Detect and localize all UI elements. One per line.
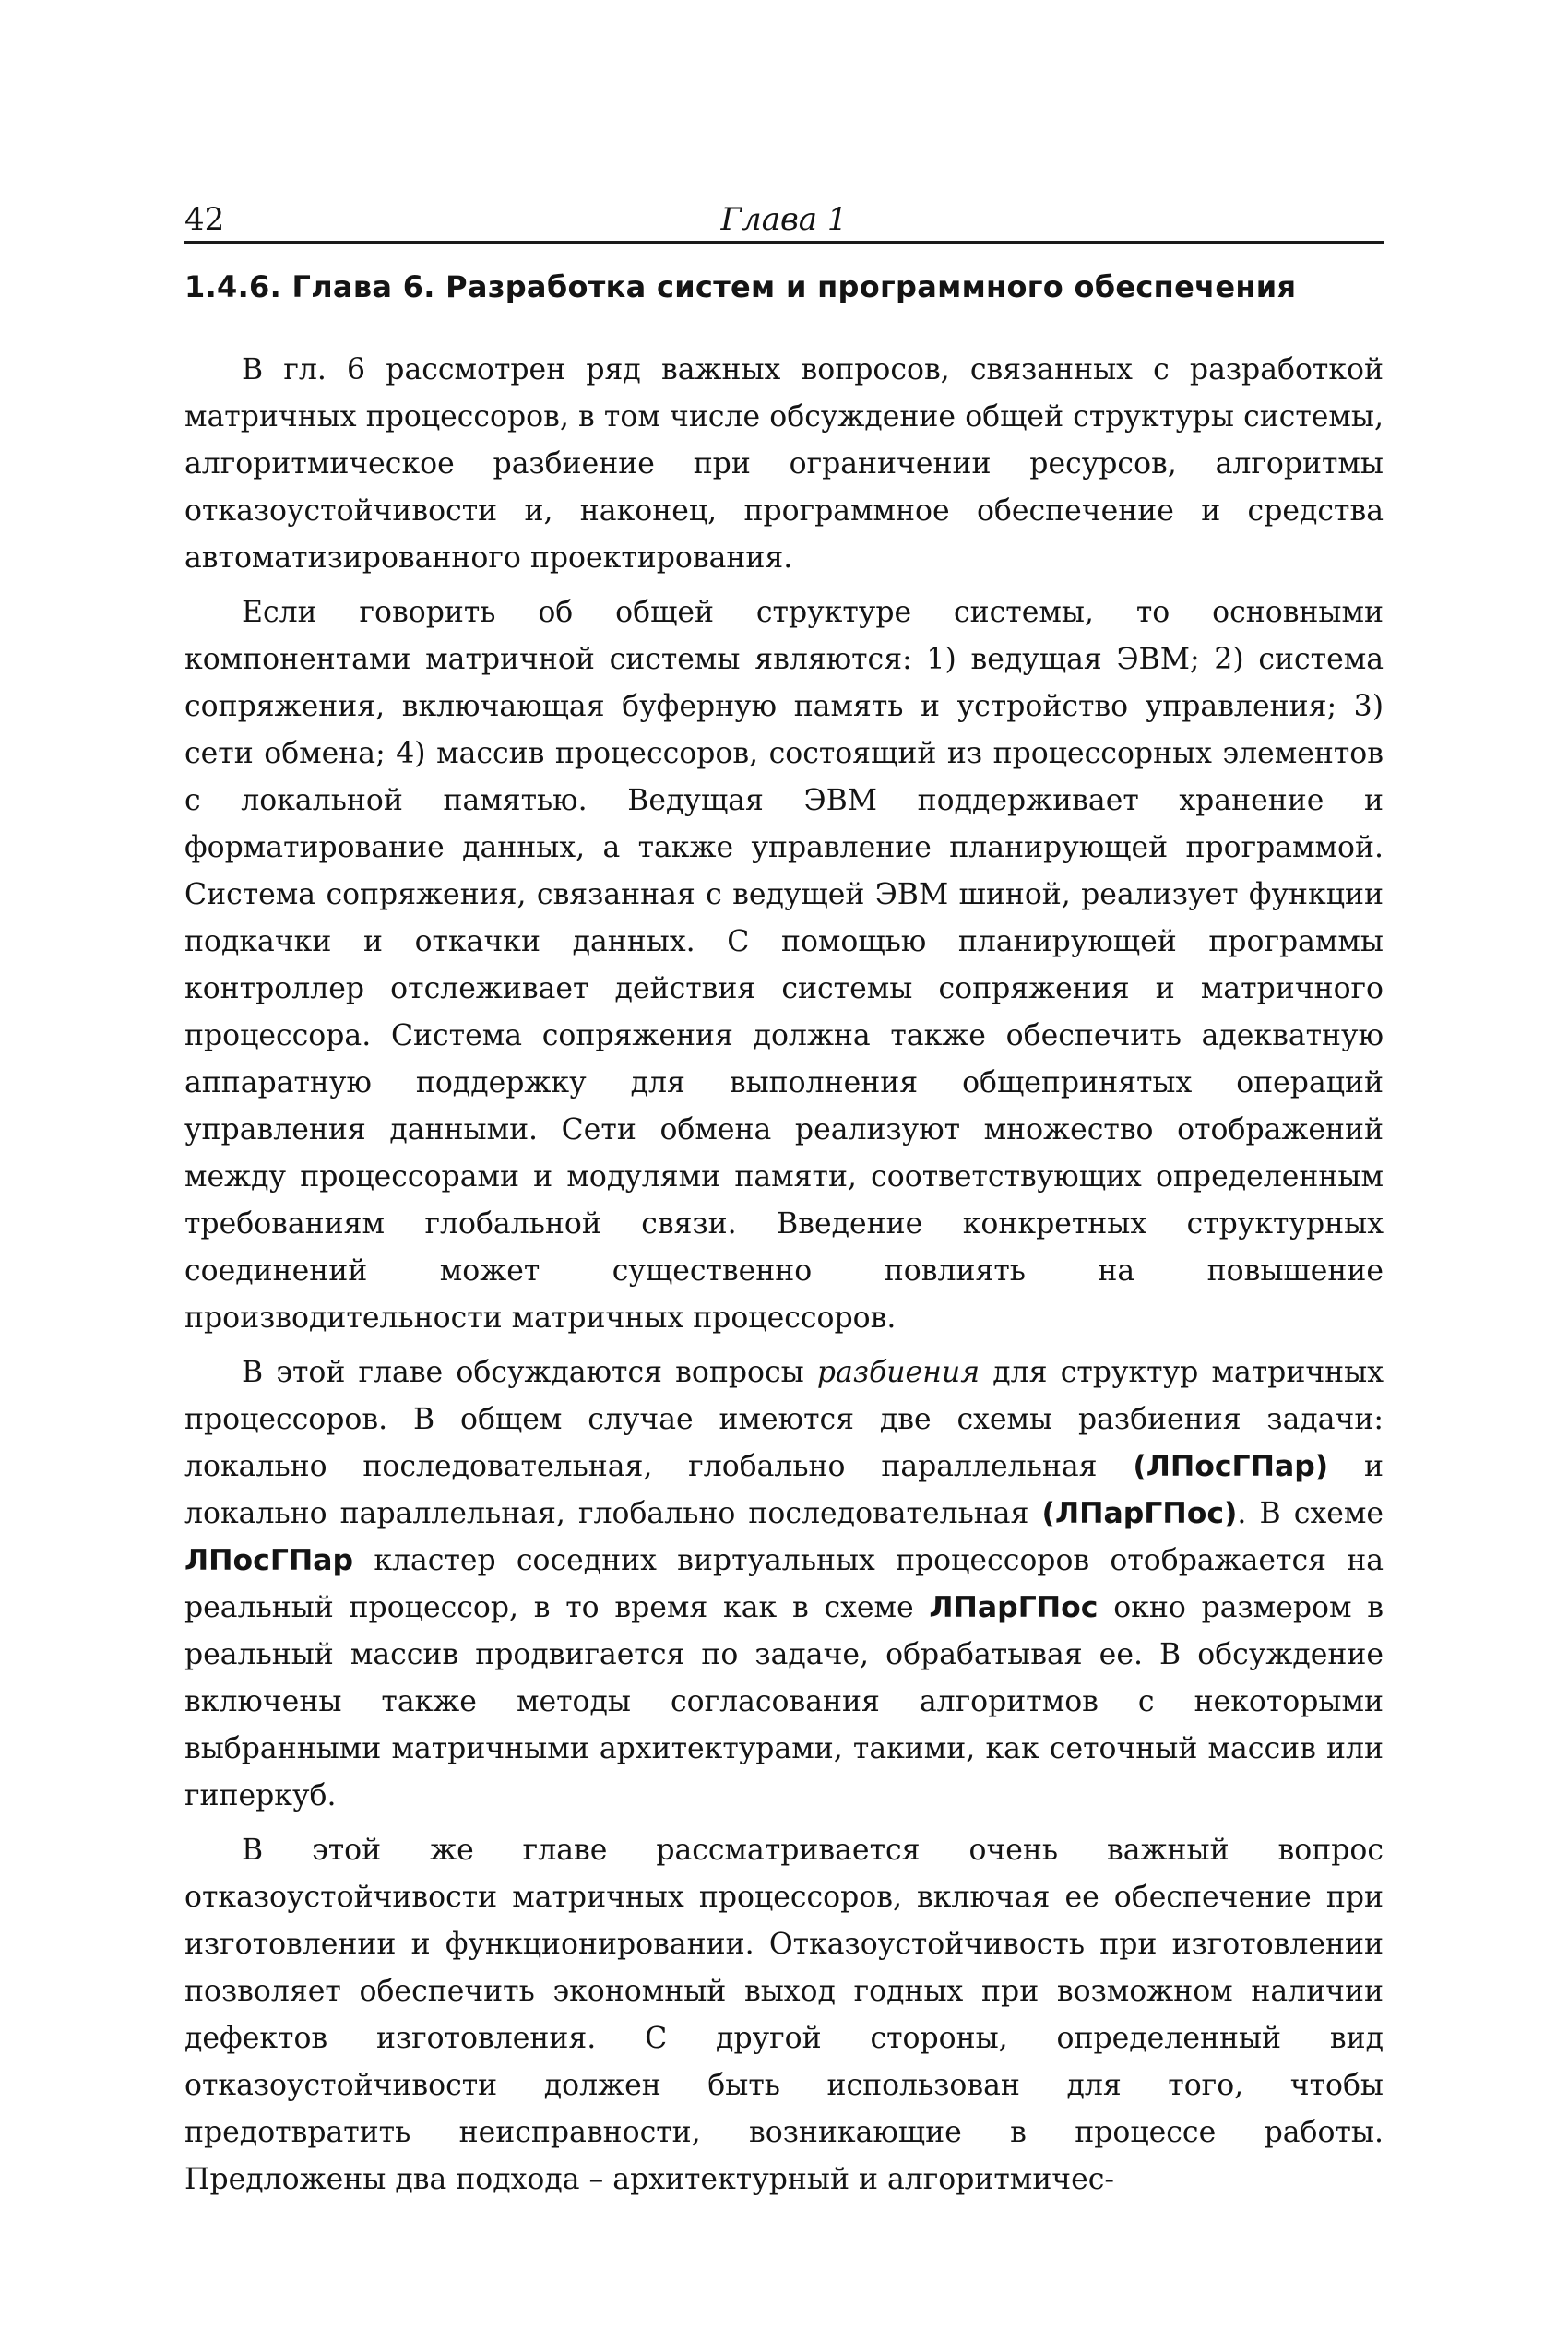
running-head [184, 198, 1384, 244]
bold-term: (ЛПосГПар) [1133, 1450, 1329, 1483]
section-title: 1.4.6. Глава 6. Разработка систем и программного обеспечения [184, 269, 1297, 304]
paragraph-4: В этой же главе рассматривается очень важный вопрос отказоустойчивости матричных процессоров, включая ее обеспечение при изготовлении и функционировании. Отказоустойчивость при изготовлении позволяет обеспечить экономный выход годных при возможном наличии дефектов изготовления. С другой стороны, определенный вид отказоустойчивости должен быть использован для того, чтобы предотвратить неисправности, возникающие в процессе работы. Предложены два подхода – архитектурный и алгоритмичес- [184, 1834, 1384, 2196]
text-run: окно размером в реальный массив продвигается по задаче, обрабатывая ее. В обсуждение включены также методы согласования алгоритмов с некоторыми выбранными матричными архитектурами, такими, как сеточный массив или гиперкуб. [184, 1591, 1384, 1812]
text-run: и локально параллельная, глобально последовательная [184, 1450, 1384, 1530]
italic-term: разбиения [816, 1356, 980, 1389]
text-run: В этой главе обсуждаются вопросы [242, 1356, 817, 1389]
page-number: 42 [184, 201, 225, 238]
book-page [184, 198, 1384, 2211]
text-run: для структур матричных процессоров. В общем случае имеются две схемы разбиения задачи: локально последовательная, глобально параллельная [184, 1356, 1384, 1483]
bold-term: ЛПосГПар [184, 1544, 354, 1577]
bold-term: ЛПарГПос [929, 1591, 1099, 1624]
text-run: . В схеме [1237, 1497, 1384, 1530]
paragraph-2: Если говорить об общей структуре системы, то основными компонентами матричной системы являются: 1) ведущая ЭВМ; 2) система сопряжения, включающая буферную память и устройство управления; 3) сети обмена; 4) массив процессоров, состоящий из процессорных элементов с локальной памятью. Ведущая ЭВМ поддерживает хранение и форматирование данных, а также управление планирующей программой. Система сопряжения, связанная с ведущей ЭВМ шиной, реализует функции подкачки и откачки данных. С помощью планирующей программы контроллер отслеживает действия системы сопряжения и матричного процессора. Система сопряжения должна также обеспечить адекватную аппаратную поддержку для выполнения общепринятых операций управления данными. Сети обмена реализуют множество отображений между процессорами и модулями памяти, соответствующих определенным требованиям глобальной связи. Введение конкретных структурных соединений может существенно повлиять на повышение производительности матричных процессоров. [184, 596, 1384, 1335]
paragraph-3 [184, 1349, 1384, 1820]
bold-term: (ЛПарГПос) [1041, 1497, 1238, 1530]
text-run: кластер соседних виртуальных процессоров отображается на реальный процессор, в то время как в схеме [184, 1544, 1384, 1624]
paragraph-1: В гл. 6 рассмотрен ряд важных вопросов, связанных с разработкой матричных процессоров, в том числе обсуждение общей структуры системы, алгоритмическое разбиение при ограничении ресурсов, алгоритмы отказоустойчивости и, наконец, программное обеспечение и средства автоматизированного проектирования. [184, 353, 1384, 575]
chapter-label: Глава 1 [720, 201, 848, 238]
